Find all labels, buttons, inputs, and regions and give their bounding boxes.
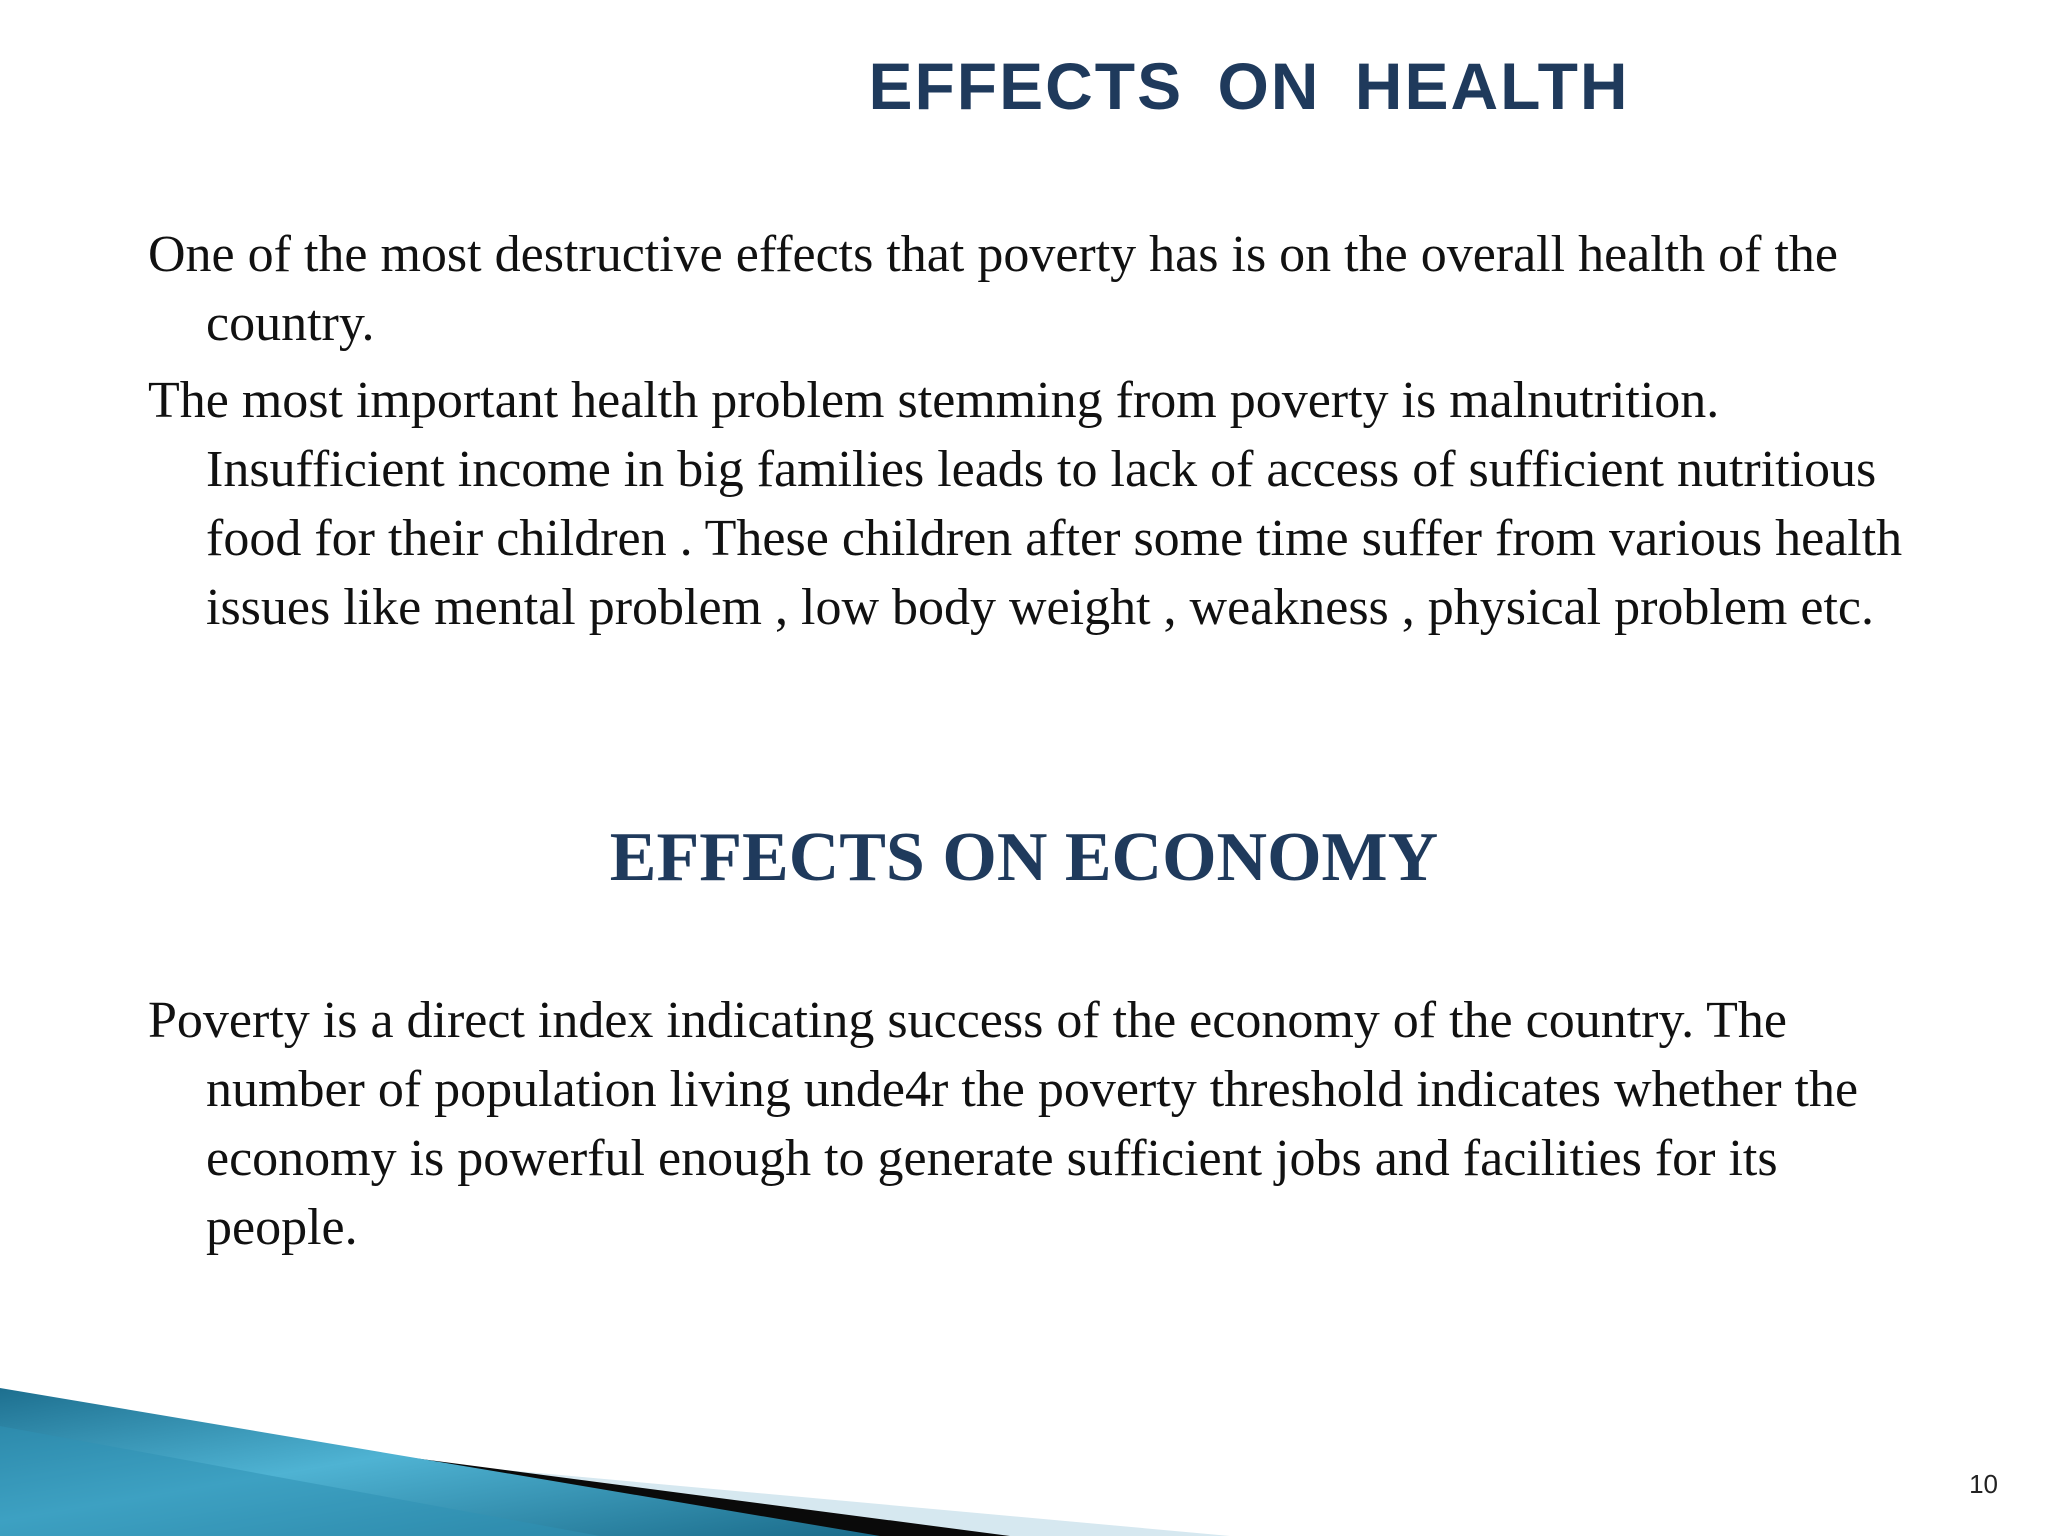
paragraph-malnutrition: The most important health problem stemming from poverty is malnutrition. Insufficient income in big families leads to lack of access of sufficient nutritious food for their children . These children after some time suffer from various health issues like mental problem , low body weight , weakness , physical problem etc. xyxy=(148,372,1903,636)
heading-effects-on-health: EFFECTS ON HEALTH xyxy=(868,49,1630,123)
page-number: 10 xyxy=(1969,1469,1998,1499)
paragraph-health-intro: One of the most destructive effects that poverty has is on the overall health of the country. xyxy=(148,226,1838,352)
decorative-swoosh xyxy=(0,1276,2048,1536)
paragraph-economy: Poverty is a direct index indicating success of the economy of the country. The number of population living unde4r the poverty threshold indicates whether the economy is powerful enough to generate sufficient jobs and facilities for its people. xyxy=(148,992,1859,1256)
heading-effects-on-economy: EFFECTS ON ECONOMY xyxy=(609,819,1439,896)
